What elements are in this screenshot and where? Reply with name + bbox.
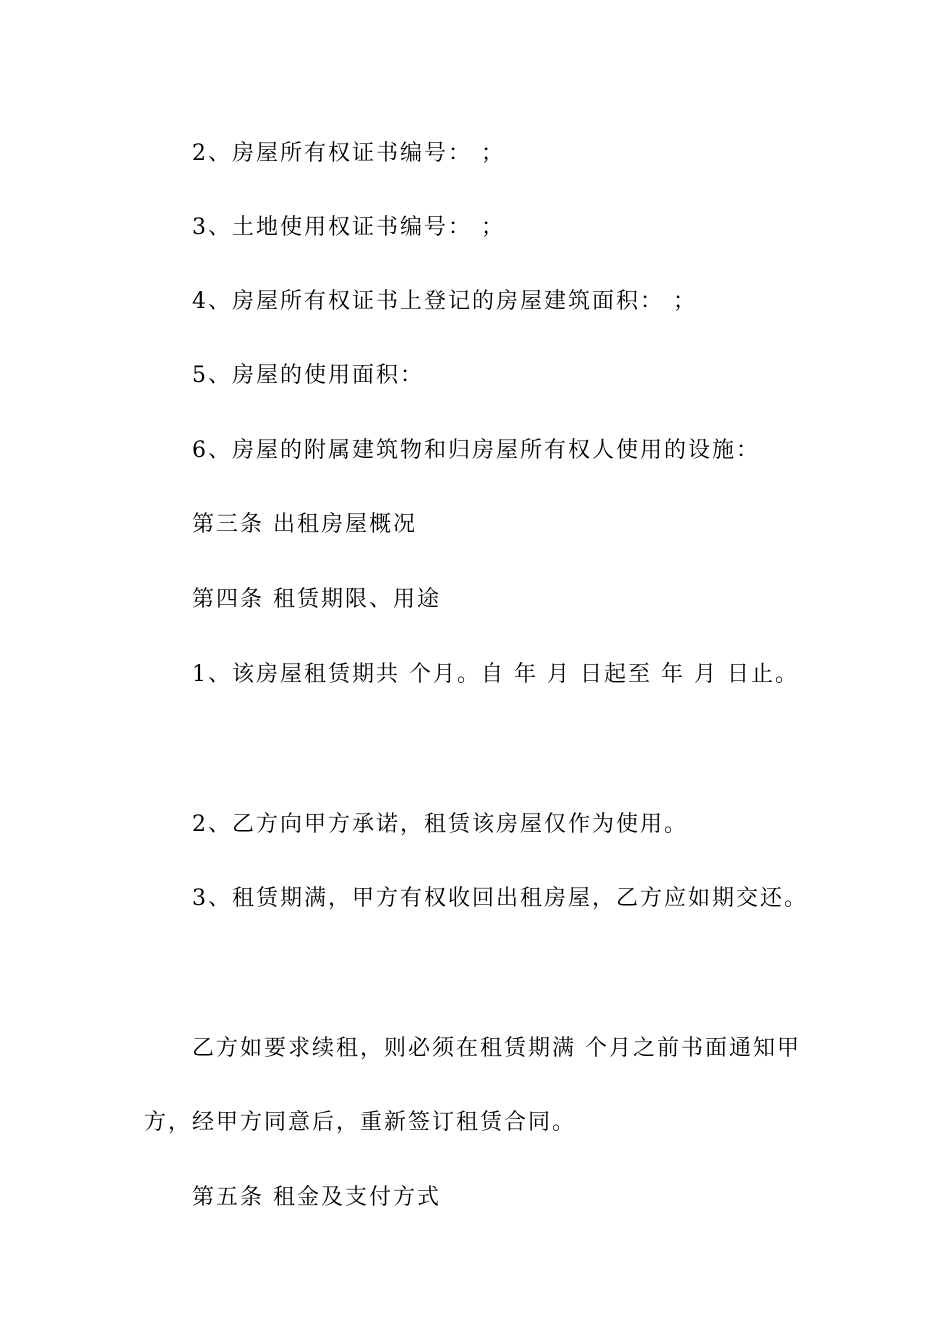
lease-term-clause: 1、该房屋租赁期共 个月。自 年 月 日起至 年 月 日止。 (192, 662, 799, 687)
clause-2-certificate-number: 2、房屋所有权证书编号： ； (192, 141, 505, 166)
renewal-paragraph-line-2: 方，经甲方同意后，重新签订租赁合同。 (144, 1110, 577, 1135)
renewal-paragraph-line-1: 乙方如要求续租，则必须在租赁期满 个月之前书面通知甲 (192, 1036, 801, 1061)
article-5-heading: 第五条 租金及支付方式 (192, 1185, 441, 1210)
clause-6-facilities: 6、房屋的附属建筑物和归房屋所有权人使用的设施： (192, 438, 760, 463)
clause-4-building-area: 4、房屋所有权证书上登记的房屋建筑面积： ； (192, 289, 697, 314)
article-4-heading: 第四条 租赁期限、用途 (192, 587, 441, 612)
clause-3-land-certificate-number: 3、土地使用权证书编号： ； (192, 215, 505, 240)
lease-expiry-clause: 3、租赁期满，甲方有权收回出租房屋，乙方应如期交还。 (192, 886, 808, 911)
clause-5-usable-area: 5、房屋的使用面积： (192, 363, 424, 388)
article-3-heading: 第三条 出租房屋概况 (192, 512, 417, 537)
lease-purpose-clause: 2、乙方向甲方承诺，租赁该房屋仅作为使用。 (192, 812, 688, 837)
